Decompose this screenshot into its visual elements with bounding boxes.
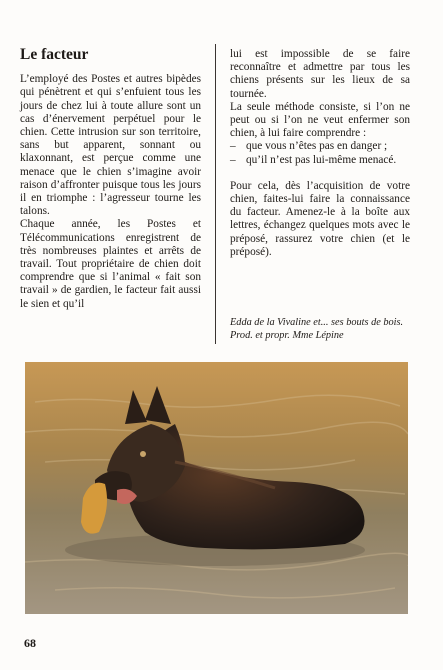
- right-paragraph-1: lui est impossible de se faire reconnaître et admettre par tous les chiens présents sur les lieux de sa tournée.: [230, 48, 410, 100]
- right-paragraph-3: Pour cela, dès l’acquisition de votre chien, faites-lui faire la connaissance du facteur. Amenez-le à la boîte aux lettres, échangez quelques mots avec le préposé, rassurez votre chien (et le préposé).: [230, 179, 410, 258]
- dog-illustration: [25, 362, 408, 614]
- column-divider: [215, 44, 216, 344]
- dog-in-water-photo: [25, 362, 408, 614]
- page-number: 68: [24, 636, 36, 650]
- left-paragraph-2: Chaque année, les Postes et Télécommunications enregistrent de très nombreuses plaintes et arrêts de travail. Tout propriétaire de chien doit comprendre que si l’animal « fait son travail » de gardien, le facteur fait aussi le sien et qu’il: [20, 218, 201, 310]
- left-column: [20, 48, 201, 311]
- article-title: Le facteur: [20, 46, 89, 63]
- list-item: – que vous n’êtes pas en danger ;: [230, 140, 410, 153]
- right-paragraph-2: La seule méthode consiste, si l’on ne peut ou si l’on ne veut enfermer son chien, à lui faire comprendre :: [230, 100, 410, 140]
- left-paragraph-1: L’employé des Postes et autres bipèdes qui pénètrent et qui s’enfuient tous les jours de chez lui à toute allure sont un cas d’énervement perpétuel pour le chien. Cette intrusion sur son territoire, sans but apparent, sonnant ou klaxonnant, est perçue comme une menace que le chien s’imagine avoir raison d’affronter puisque tous les jours il en triomphe : l’agresseur tourne les talons.: [20, 73, 201, 218]
- list-item: – qu’il n’est pas lui-même menacé.: [230, 154, 410, 167]
- photo-caption: Edda de la Vivaline et... ses bouts de bois. Prod. et propr. Mme Lépine: [230, 317, 404, 341]
- right-column: [230, 48, 410, 259]
- dash-list: [230, 140, 410, 166]
